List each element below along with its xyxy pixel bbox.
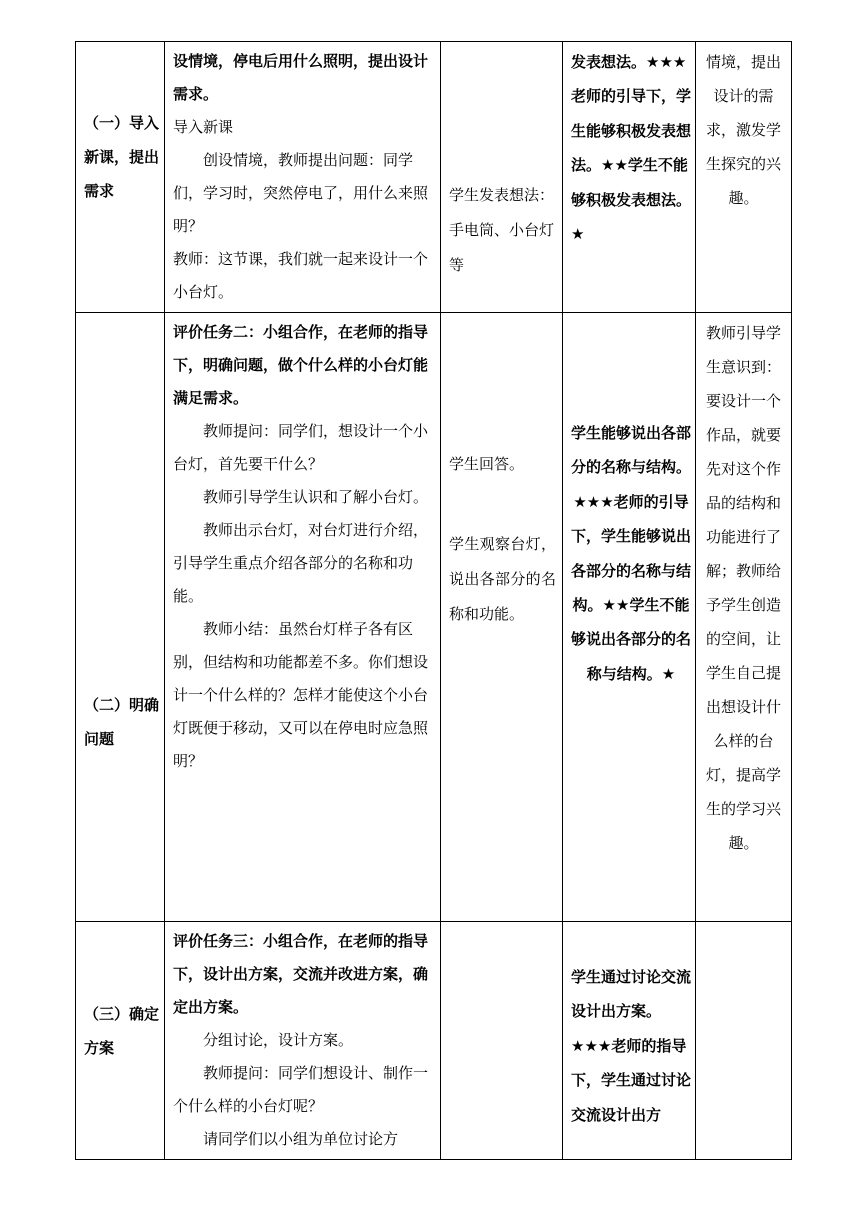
process-paragraph: 分组讨论，设计方案。	[203, 1031, 354, 1049]
table-row	[76, 922, 792, 1160]
table-row	[76, 313, 792, 922]
process-heading: 设情境，停电后用什么照明，提出设计需求。	[173, 52, 429, 103]
student-activity-text: 学生发表想法：手电筒、小台灯等	[449, 186, 555, 274]
evaluation-cell	[563, 922, 696, 1160]
design-intent-cell	[696, 42, 792, 313]
design-intent-text: 情境，提出设计的需求，激发学生探究的兴趣。	[705, 53, 781, 207]
stage-cell	[76, 313, 165, 922]
lesson-plan-table	[75, 41, 792, 1160]
evaluation-text: 学生能够说出各部分的名称与结构。★★★老师的引导下，学生能够说出各部分的名称与结构。★★学生不能够说出各部分的名称与结构。★	[571, 424, 692, 683]
process-paragraph: 教师提问：同学们想设计、制作一个什么样的小台灯呢？	[173, 1064, 429, 1115]
stage-label: （三）确定方案	[84, 1004, 160, 1057]
process-paragraph: 创设情境，教师提出问题：同学们，学习时，突然停电了，用什么来照明？	[173, 151, 429, 235]
evaluation-text: 发表想法。★★★老师的引导下，学生能够积极发表想法。★★学生不能够积极发表想法。★	[571, 53, 692, 244]
stage-cell	[76, 922, 165, 1160]
table-row	[76, 42, 792, 313]
evaluation-cell	[563, 313, 696, 922]
evaluation-text: 学生通过讨论交流设计出方案。★★★老师的指导下，学生通过讨论交流设计出方	[571, 968, 692, 1124]
student-activity-cell	[441, 313, 563, 922]
process-cell	[165, 922, 441, 1160]
process-cell	[165, 313, 441, 922]
design-intent-cell	[696, 313, 792, 922]
student-activity-text: 学生回答。	[449, 455, 525, 473]
stage-label: （二）明确问题	[84, 696, 160, 748]
process-cell	[165, 42, 441, 313]
process-heading: 评价任务三：小组合作，在老师的指导下，设计出方案，交流并改进方案，确定出方案。	[173, 932, 429, 1016]
stage-label: （一）导入新课，提出需求	[84, 114, 160, 200]
process-paragraph: 请同学们以小组为单位讨论方	[203, 1130, 399, 1148]
process-paragraph: 教师：这节课，我们就一起来设计一个小台灯。	[173, 250, 429, 301]
design-intent-text: 教师引导学生意识到：要设计一个作品，就要先对这个作品的结构和功能进行了解；教师给予学生创造的空间，让学生自己提出想设计什么样的台灯，提高学生的学习兴趣。	[705, 324, 781, 852]
process-heading: 评价任务二：小组合作，在老师的指导下，明确问题，做个什么样的小台灯能满足需求。	[173, 323, 429, 407]
process-subheading: 导入新课	[173, 118, 234, 136]
student-activity-text: 学生观察台灯，说出各部分的名称和功能。	[449, 535, 556, 623]
design-intent-cell	[696, 922, 792, 1160]
process-paragraph: 教师小结：虽然台灯样子各有区别，但结构和功能都差不多。你们想设计一个什么样的？怎样才能使这个小台灯既便于移动，又可以在停电时应急照明？	[173, 620, 429, 770]
evaluation-cell	[563, 42, 696, 313]
process-paragraph: 教师提问：同学们，想设计一个小台灯，首先要干什么？	[173, 422, 429, 473]
process-paragraph: 教师引导学生认识和了解小台灯。	[203, 488, 429, 506]
stage-cell	[76, 42, 165, 313]
student-activity-cell	[441, 42, 563, 313]
process-paragraph: 教师出示台灯，对台灯进行介绍，引导学生重点介绍各部分的名称和功能。	[173, 521, 429, 605]
student-activity-cell	[441, 922, 563, 1160]
